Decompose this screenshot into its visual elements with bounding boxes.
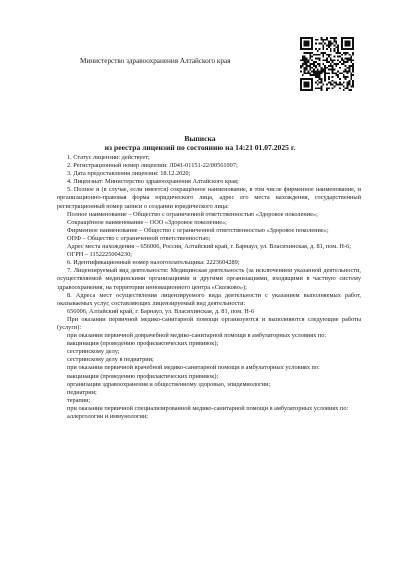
paragraph-ogrn: ОГРН – 1152225004230;: [67, 251, 132, 259]
paragraph-reg-number: 2. Регистрационный номер лицензии: Л041-01151-22/00561007;: [67, 162, 238, 170]
paragraph-name-intro: 5. Полное и (в случае, если имеется) сокращённое наименование, в том числе фирменное наименование, и организационно-правовая форма юридического лица, адрес его места нахождения, государственный регистрационный номер записи о создании юридического лица:: [57, 186, 361, 210]
paragraph-location-address: 656006, Алтайский край, г. Барнаул, ул. Власихинская, д. 81, пом. Н-6: [67, 307, 255, 315]
paragraph-prehospital: при оказании первичной доврачебной медико-санитарной помощи в амбулаторных условиях по:: [67, 332, 327, 340]
list-item: сестринскому делу;: [67, 348, 120, 356]
paragraph-full-name: Полное наименование – Общество с ограниченной ответственностью «Здоровое поколение»;: [67, 210, 318, 218]
paragraph-works-intro: При оказании первичной медико-санитарной помощи организуются и выполняются следующие работы (услуги):: [57, 315, 361, 331]
qr-code: [300, 37, 354, 91]
paragraph-short-name: Сокращённое наименование – ООО «Здоровое поколение»;: [67, 218, 227, 226]
paragraph-issue-date: 3. Дата предоставления лицензии: 18.12.2020;: [67, 170, 191, 178]
paragraph-legal-form: ОПФ – Общество с ограниченной ответственностью;: [67, 234, 211, 242]
paragraph-physician-care: при оказании первичной врачебной медико-санитарной помощи в амбулаторных условиях по:: [67, 364, 320, 372]
list-item: организации здравоохранения и общественному здоровью, эпидемиологии;: [67, 380, 271, 388]
paragraph-activity: 7. Лицензируемый вид деятельности: Медицинская деятельность (за исключением указанной деятельности, осуществляемой медицинскими организациями и другими организациями, входящими в частную систему здравоохранения, на территории инновационного центра «Сколково»);: [57, 267, 361, 291]
paragraph-firm-name: Фирменное наименование – Общество с ограниченной ответственностью «Здоровое поколение»;: [67, 226, 329, 234]
document-title: Выписка: [184, 134, 216, 143]
paragraph-inn: 6. Идентификационный номер налогоплательщика: 2223604289;: [67, 259, 240, 267]
list-item: сестринскому делу в педиатрии;: [67, 356, 154, 364]
list-item: педиатрии;: [67, 388, 97, 396]
licensing-body-prefix: 4. Лицензиат:: [67, 178, 104, 186]
list-item: аллергологии и иммунологии;: [67, 413, 148, 420]
document-subtitle: из реестра лицензий по состоянию на 14:21 01.07.2025 г.: [104, 143, 296, 152]
issuer-name: Министерство здравоохранения Алтайского края: [80, 57, 231, 65]
paragraph-address: Адрес места нахождения – 656006, Россия, Алтайский край, г. Барнаул, ул. Власихинская, д. 81, пом. Н-6;: [67, 243, 351, 251]
document-body: [57, 154, 361, 421]
list-item: вакцинации (проведению профилактических прививок);: [67, 340, 219, 348]
licensing-body-name: Министерство здравоохранения Алтайского края: [105, 178, 237, 186]
paragraph-specialized-care: при оказании первичной специализированной медико-санитарной помощи в амбулаторных условиях по:: [67, 404, 349, 412]
paragraph-locations: 8. Адреса мест осуществления лицензируемого вида деятельности с указанием выполняемых работ, оказываемых услуг, составляющих лицензируемый вид деятельности:: [57, 291, 361, 307]
paragraph-licensing-body: 4. Лицензиат: Министерство здравоохранения Алтайского края;: [67, 178, 239, 186]
list-item: вакцинации (проведению профилактических прививок);: [67, 372, 219, 380]
list-item: терапии;: [67, 396, 91, 404]
paragraph-status: 1. Статус лицензии: действует;: [67, 154, 150, 161]
